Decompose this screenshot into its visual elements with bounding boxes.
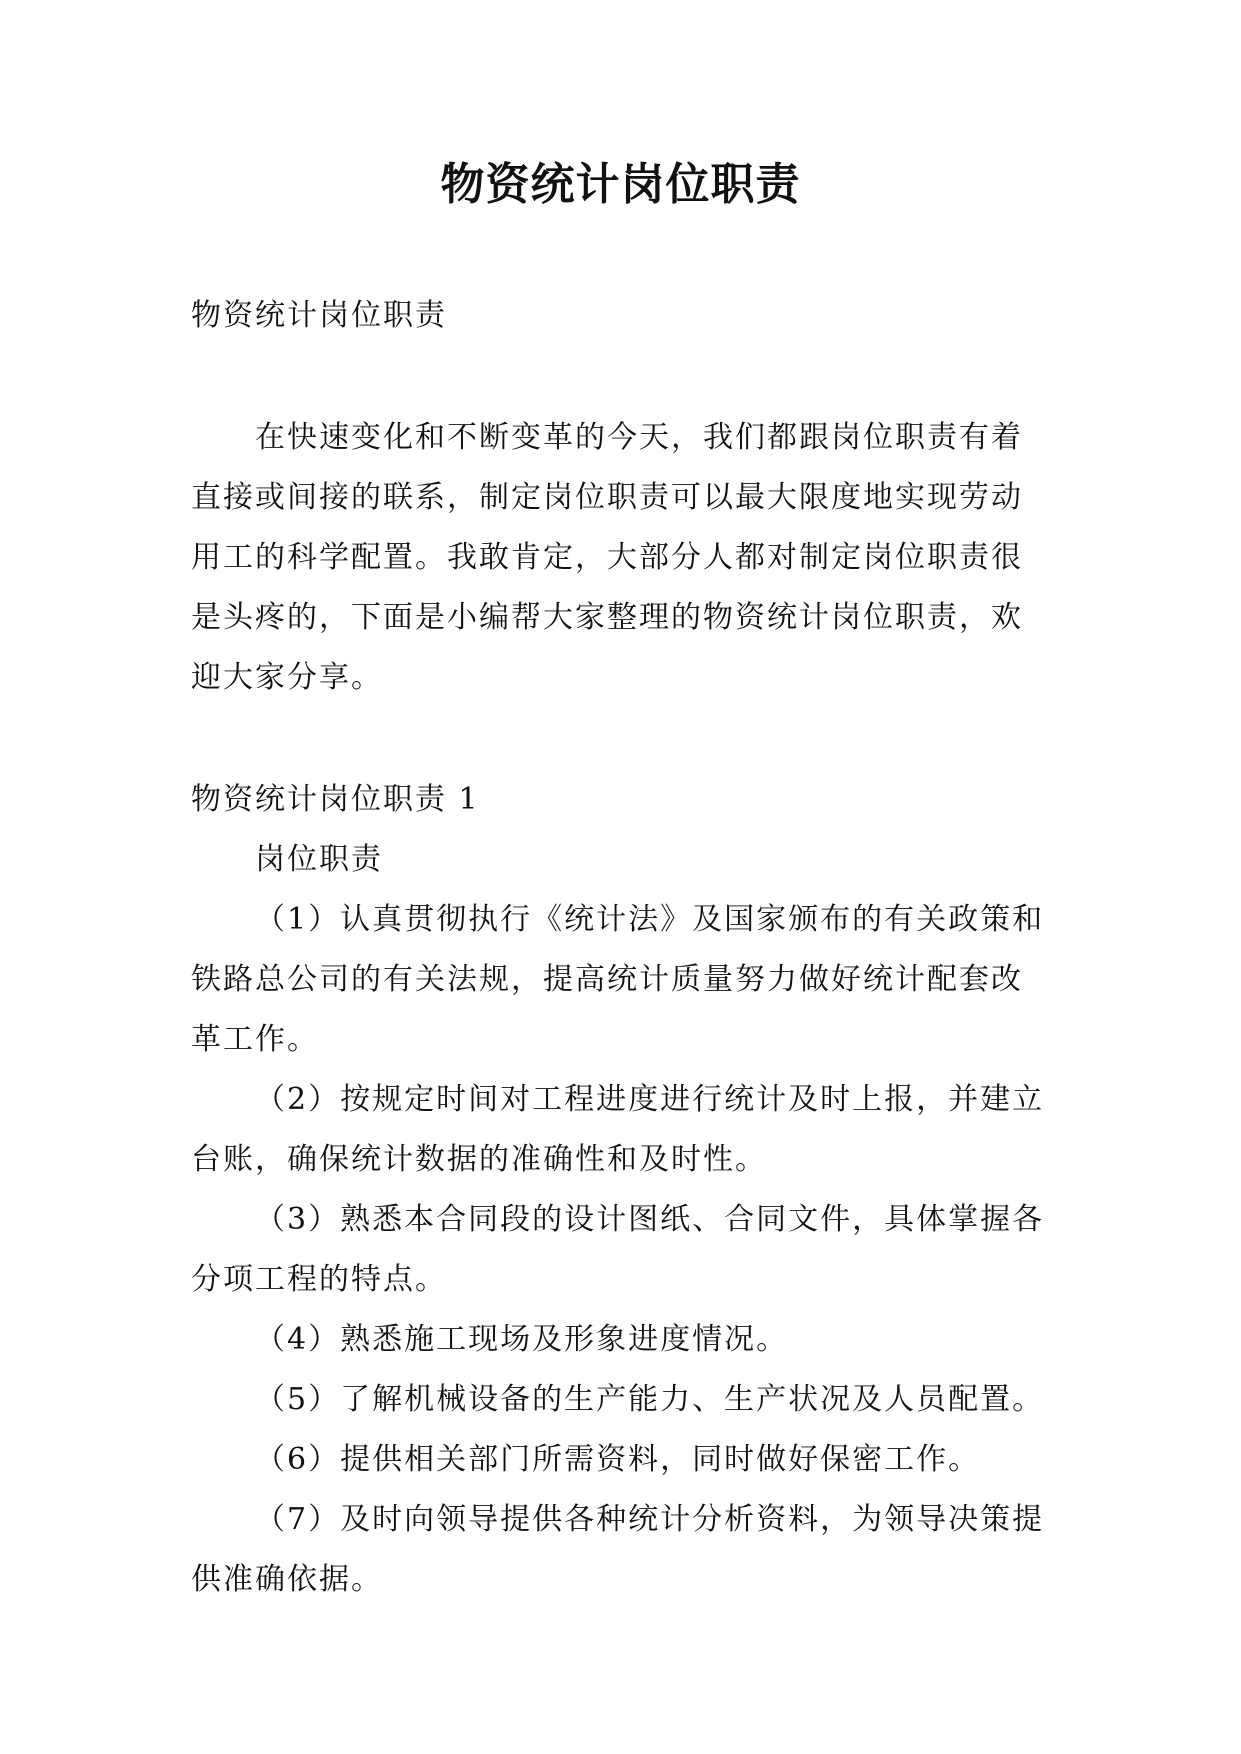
duty-item-2: （2）按规定时间对工程进度进行统计及时上报，并建立台账，确保统计数据的准确性和及时性。: [191, 1082, 1045, 1177]
duty-item-3: （3）熟悉本合同段的设计图纸、合同文件，具体掌握各分项工程的特点。: [191, 1202, 1045, 1297]
section-heading: 物资统计岗位职责 1: [191, 782, 480, 817]
document-body: [191, 286, 1051, 1610]
duty-item-4: （4）熟悉施工现场及形象进度情况。: [255, 1322, 789, 1357]
document-subtitle: 物资统计岗位职责: [191, 298, 447, 333]
intro-paragraph: 在快速变化和不断变革的今天，我们都跟岗位职责有着直接或间接的联系，制定岗位职责可以最大限度地实现劳动用工的科学配置。我敢肯定，大部分人都对制定岗位职责很是头疼的，下面是小编帮大家整理的物资统计岗位职责，欢迎大家分享。: [191, 420, 1023, 695]
section-subheading: 岗位职责: [255, 842, 383, 877]
duty-item-5: （5）了解机械设备的生产能力、生产状况及人员配置。: [255, 1382, 1045, 1417]
duty-item-7: （7）及时向领导提供各种统计分析资料，为领导决策提供准确依据。: [191, 1502, 1045, 1597]
document-title: 物资统计岗位职责: [440, 159, 801, 210]
duty-item-6: （6）提供相关部门所需资料，同时做好保密工作。: [255, 1442, 981, 1477]
duty-item-1: （1）认真贯彻执行《统计法》及国家颁布的有关政策和铁路总公司的有关法规，提高统计质量努力做好统计配套改革工作。: [191, 902, 1045, 1057]
